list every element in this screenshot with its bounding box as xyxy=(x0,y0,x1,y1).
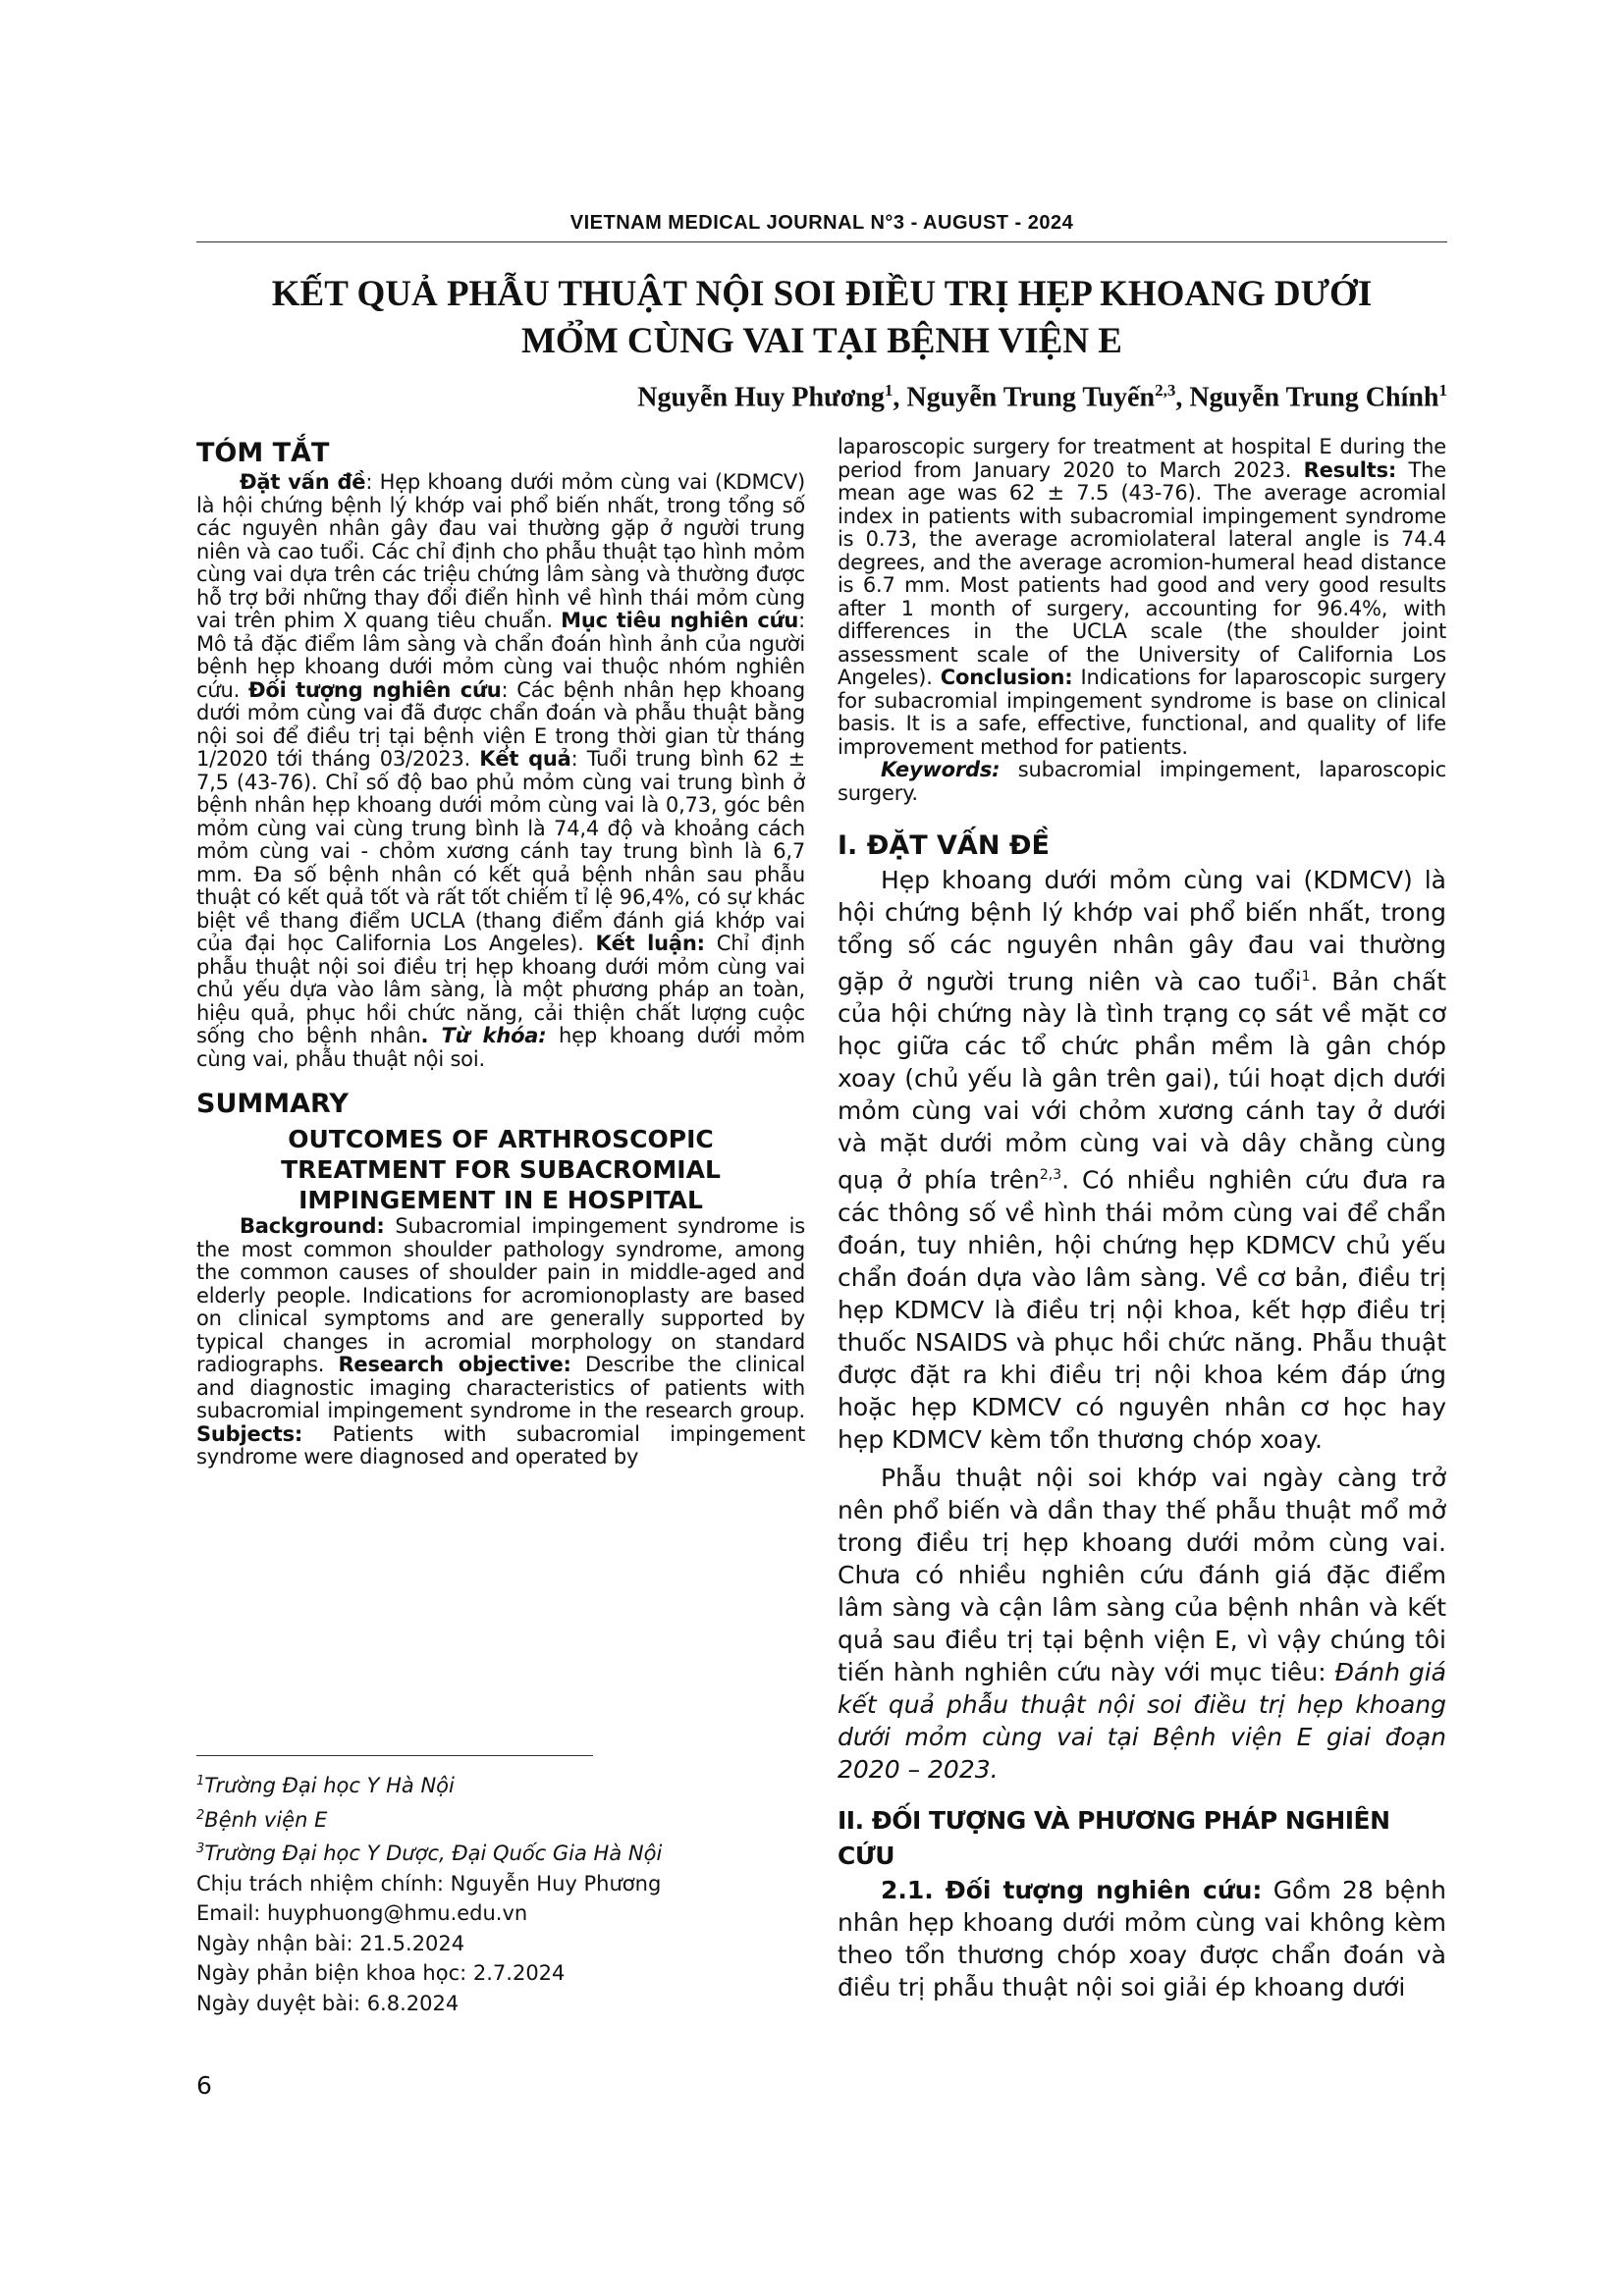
summary-text-part-1 xyxy=(196,1215,805,1469)
footnote-affiliation-2 xyxy=(196,1801,805,1836)
footnotes xyxy=(196,1767,805,2018)
abstract-vi-results: : Tuổi trung bình 62 ± 7,5 (43-76). Chỉ số độ bao phủ mỏm cùng vai trung bình ở bệnh nhân hẹp khoang dưới mỏm cùng vai là 0,73, góc bên mỏm cùng vai cùng trung bình là 74,4 độ và khoảng cách mỏm cùng vai - chỏm xương cánh tay trung bình là 6,7 mm. Đa số bệnh nhân có kết quả bệnh nhân sau phẫu thuật có kết quả tốt và rất tốt chiếm tỉ lệ 96,4%, có sự khác biệt về thang điểm UCLA (thang điểm đánh giá khớp vai của đại học California Los Angeles). xyxy=(196,747,805,955)
date-reviewed: Ngày phản biện khoa học: 2.7.2024 xyxy=(196,1961,566,1985)
summary-keywords xyxy=(838,759,1446,805)
author-2: Nguyễn Trung Tuyến xyxy=(906,382,1156,413)
summary-background: Subacromial impingement syndrome is the most common shoulder pathology syndrome, among the common causes of shoulder pain in middle-aged and elderly people. Indications for acromionoplasty are based on clinical symptoms and are generally supported by typical changes in acromial morphology on standard radiographs. xyxy=(196,1214,805,1376)
abstract-vi-keywords: hẹp khoang dưới mỏm cùng vai, phẫu thuật nội soi. xyxy=(196,1024,806,1071)
date-accepted: Ngày duyệt bài: 6.8.2024 xyxy=(196,1991,460,2015)
section-1-p1-part-a: Hẹp khoang dưới mỏm cùng vai (KDMCV) là hội chứng bệnh lý khớp vai phổ biến nhất, trong tổng số các nguyên nhân gây đau vai thường gặp ở người trung niên và cao tuổi xyxy=(838,866,1446,996)
abstract-vi-conclusion: Chỉ định phẫu thuật nội soi điều trị hẹp khoang dưới mỏm cùng vai chủ yếu dựa vào lâm sàng, là một phương pháp an toàn, hiệu quả, phục hồi chức năng, cải thiện chất lượng cuộc sống cho bệnh nhân xyxy=(196,932,805,1047)
footnote-rule xyxy=(196,1755,593,1756)
footnote-text-3: Trường Đại học Y Dược, Đại Quốc Gia Hà Nội xyxy=(204,1842,663,1865)
section-2-1-text: Gồm 28 bệnh nhân hẹp khoang dưới mỏm cùng vai không kèm theo tổn thương chóp xoay được chẩn đoán và điều trị phẫu thuật nội soi giải ép khoang dưới xyxy=(838,1875,1446,2002)
running-head: VIETNAM MEDICAL JOURNAL N°3 - AUGUST - 2024 xyxy=(569,212,1074,234)
footnote-mark-2: 2 xyxy=(196,1807,205,1823)
abstract-vi-objective: : Mô tả đặc điểm lâm sàng và chẩn đoán hình ảnh của người bệnh hẹp khoang dưới mỏm cùng vai thuộc nhóm nghiên cứu. xyxy=(196,609,805,702)
footnote-text-2: Bệnh viện E xyxy=(204,1807,328,1832)
section-1-p1-part-b: . Bản chất của hội chứng này là tình trạng cọ sát về mặt cơ học giữa các tổ chức phần mềm là gân chóp xoay (chủ yếu là gân trên gai), túi hoạt dịch dưới mỏm cùng vai với chỏm xương cánh tay ở dưới và mặt dưới mỏm cùng vai và dây chằng cùng quạ ở phía trên xyxy=(838,967,1446,1195)
abstract-vi-label-results: Kết quả xyxy=(479,747,571,771)
summary-conclusion: Indications for laparoscopic surgery for subacromial impingement syndrome is base on clinical basis. It is a safe, effective, functional, and quality of life improvement method for patients. xyxy=(838,666,1446,759)
right-column xyxy=(838,436,1446,2003)
author-2-affiliation: 2,3 xyxy=(1155,381,1176,400)
corresponding-author: Chịu trách nhiệm chính: Nguyễn Huy Phương xyxy=(196,1871,662,1896)
summary-label-keywords: Keywords: xyxy=(881,758,1001,781)
footnote-text-1: Trường Đại học Y Hà Nội xyxy=(204,1774,455,1797)
summary-title: OUTCOMES OF ARTHROSCOPIC TREATMENT FOR SUBACROMIAL IMPINGEMENT IN E HOSPITAL xyxy=(281,1125,721,1214)
summary-objective: Describe the clinical and diagnostic imaging characteristics of patients with subacromial impingement syndrome in the research group. xyxy=(196,1353,806,1422)
summary-text-part-2 xyxy=(838,436,1446,759)
footnote-mark-3: 3 xyxy=(196,1842,205,1856)
footnote-affiliation-3 xyxy=(196,1835,805,1869)
abstract-vi-period: . xyxy=(420,1024,442,1047)
summary-label-conclusion: Conclusion: xyxy=(940,666,1073,689)
summary-subjects-continued: laparoscopic surgery for treatment at hospital E during the period from January 2020 to March 2023. xyxy=(838,435,1446,482)
abstract-vi-label-objective: Mục tiêu nghiên cứu xyxy=(561,609,799,632)
author-1: Nguyễn Huy Phương xyxy=(637,382,885,413)
left-column xyxy=(196,436,805,1469)
author-list: Nguyễn Huy Phương$^1$, Nguyễn Trung Tuyến$^{2,3}$, Nguyễn Trung Chính$^1$ xyxy=(637,381,1447,413)
section-2-1-paragraph xyxy=(838,1874,1446,2003)
author-3-affiliation: 1 xyxy=(1438,381,1447,400)
citation-2-3: 2,3 xyxy=(1039,1167,1062,1184)
summary-label-background: Background: xyxy=(240,1214,385,1238)
summary-subjects: Patients with subacromial impingement syndrome were diagnosed and operated by xyxy=(196,1421,805,1468)
title-line-1: KẾT QUẢ PHẪU THUẬT NỘI SOI ĐIỀU TRỊ HẸP KHOANG DƯỚI xyxy=(271,274,1373,314)
title-line-2: MỎ̉M CÙNG VAI TẠI BỆNH VIỆN E xyxy=(521,321,1122,361)
section-2-heading: II. ĐỐI TƯỢNG VÀ PHƯƠNG PHÁP NGHIÊN CỨU xyxy=(838,1805,1390,1870)
footnote-affiliation-1 xyxy=(196,1767,805,1801)
corresponding-email[interactable]: Email: huyphuong@hmu.edu.vn xyxy=(196,1901,528,1925)
summary-heading: SUMMARY xyxy=(196,1089,349,1119)
section-1-paragraph-2 xyxy=(838,1462,1446,1786)
summary-label-subjects: Subjects: xyxy=(196,1421,303,1446)
section-1-objective: Đánh giá kết quả phẫu thuật nội soi điều trị hẹp khoang dưới mỏm cùng vai tại Bệnh viện E giai đoạn 2020 – 2023. xyxy=(838,1657,1446,1784)
abstract-vi-heading: TÓM TẮT xyxy=(196,438,330,468)
header-rule xyxy=(196,241,1447,242)
footnote-mark-1: 1 xyxy=(196,1774,205,1789)
article-title xyxy=(196,271,1447,365)
abstract-vi-label-conclusion: Kết luận: xyxy=(595,932,705,955)
summary-label-objective: Research objective: xyxy=(338,1353,571,1376)
section-1-p2-text: Phẫu thuật nội soi khớp vai ngày càng trở nên phổ biến và dần thay thế phẫu thuật mổ mở trong điều trị hẹp khoang dưới mỏm cùng vai. Chưa có nhiều nghiên cứu đánh giá đặc điểm lâm sàng và cận lâm sàng của bệnh nhân và kết quả sau điều trị tại bệnh viện E, vì vậy chúng tôi tiến hành nghiên cứu này với mục tiêu: xyxy=(838,1463,1446,1686)
summary-keywords-text: subacromial impingement, laparoscopic surgery. xyxy=(838,758,1446,805)
section-1-heading: I. ĐẶT VẤN ĐỀ xyxy=(838,830,1050,861)
abstract-vi-label-subjects: Đối tượng nghiên cứu xyxy=(247,677,502,702)
summary-results: The mean age was 62 ± 7.5 (43-76). The average acromial index in patients with subacromial impingement syndrome is 0.73, the average acromiolateral lateral angle is 74.4 degrees, and the average acromion-humeral head distance is 6.7 mm. Most patients had good and very good results after 1 month of surgery, accounting for 96.4%, with differences in the UCLA scale (the shoulder joint assessment scale of the University of California Los Angeles). xyxy=(838,457,1446,689)
citation-1: 1 xyxy=(1301,969,1311,985)
summary-label-results: Results: xyxy=(1303,457,1397,482)
author-3: Nguyễn Trung Chính xyxy=(1189,382,1439,413)
abstract-vi-label-keywords: Từ khóa: xyxy=(441,1024,547,1047)
abstract-vi-text xyxy=(196,471,805,1071)
section-1-paragraph-1 xyxy=(838,864,1446,1456)
date-received: Ngày nhận bài: 21.5.2024 xyxy=(196,1931,465,1955)
section-2-1-label: 2.1. Đối tượng nghiên cứu: xyxy=(881,1875,1263,1904)
abstract-vi-label-background: Đặt vấn đề xyxy=(240,470,366,494)
abstract-vi-background: : Hẹp khoang dưới mỏm cùng vai (KDMCV) là hội chứng bệnh lý khớp vai phổ biến nhất, trong tổng số các nguyên nhân gây đau vai thường gặp ở người trung niên và cao tuổi. Các chỉ định cho phẫu thuật tạo hình mỏm cùng vai dựa trên các triệu chứng lâm sàng và thường được hỗ trợ bởi những thay đổi điển hình về hình thái mỏm cùng vai trên phim X quang tiêu chuẩn. xyxy=(196,470,805,632)
abstract-vi-subjects: : Các bệnh nhân hẹp khoang dưới mỏm cùng vai đã được chẩn đoán và phẫu thuật bằng nội soi để điều trị tại bệnh viện E trong thời gian từ tháng 1/2020 tới tháng 03/2023. xyxy=(196,677,805,771)
page-number: 6 xyxy=(196,2071,212,2100)
section-1-p1-part-c: . Có nhiều nghiên cứu đưa ra các thông số về hình thái mỏm cùng vai để chẩn đoán, tuy nhiên, hội chứng hẹp KDMCV chủ yếu chẩn đoán dựa vào lâm sàng. Về cơ bản, điều trị hẹp KDMCV là điều trị nội khoa, kết hợp điều trị thuốc NSAIDS và phục hồi chức năng. Phẫu thuật được đặt ra khi điều trị nội khoa kém đáp ứng hoặc hẹp KDMCV có nguyên nhân cơ học hay hẹp KDMCV kèm tổn thương chóp xoay. xyxy=(838,1165,1446,1454)
author-1-affiliation: 1 xyxy=(884,381,893,400)
